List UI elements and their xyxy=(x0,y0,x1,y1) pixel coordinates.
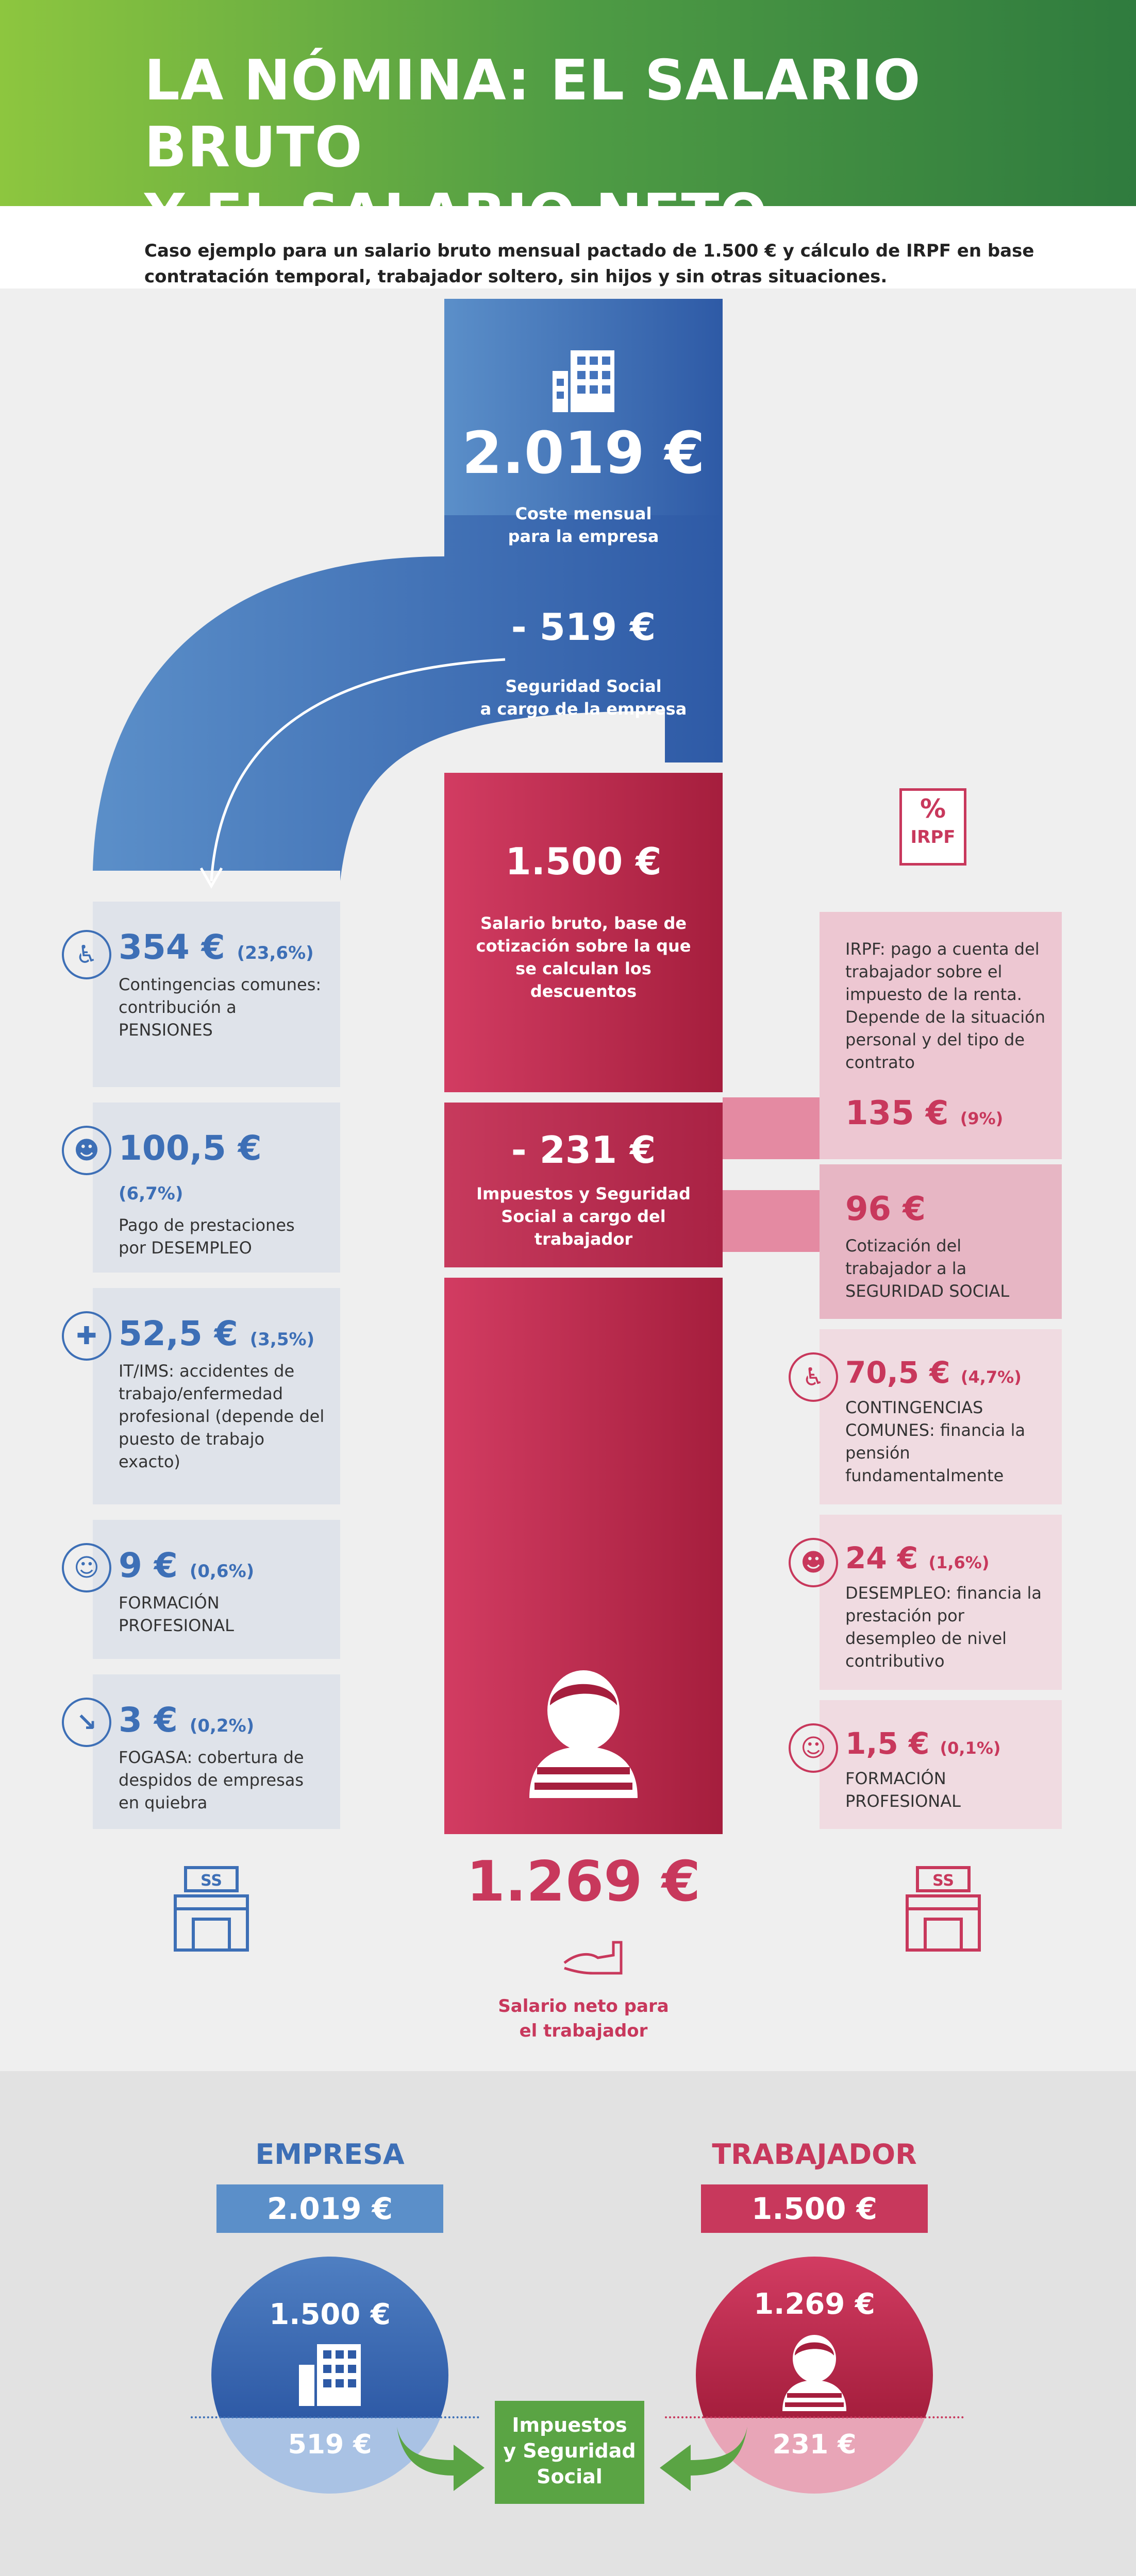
elderly-icon: ♿ xyxy=(789,1352,838,1402)
ss-building-icon-left xyxy=(170,1865,253,1953)
left-card-value: 100,5 € (6,7%) xyxy=(119,1128,262,1204)
left-card-it-ims xyxy=(76,1288,340,1504)
left-card-value: 354 € (23,6%) xyxy=(119,927,314,967)
irpf-badge-label: IRPF xyxy=(910,827,956,848)
chart-down-icon: ↘ xyxy=(62,1698,111,1747)
right-card-formacion: ☺ 1,5 € (0,1%) FORMACIÓN PROFESIONAL xyxy=(820,1700,1062,1829)
irpf-value: 135 € xyxy=(845,1094,949,1132)
neto-value: 1.269 € xyxy=(466,1850,701,1914)
empresa-total: 2.019 € xyxy=(216,2184,443,2233)
trabajador-total: 1.500 € xyxy=(701,2184,928,2233)
building-icon xyxy=(547,350,620,412)
left-card-value: 3 € (0,2%) xyxy=(119,1700,255,1740)
empresa-circle-bottom: 519 € xyxy=(288,2429,372,2460)
title-line-2: Y EL SALARIO NETO xyxy=(144,182,768,247)
empresa-circle-top: 1.500 € xyxy=(269,2298,391,2331)
left-card-text: FOGASA: cobertura de despidos de empresas en quiebra xyxy=(119,1748,304,1812)
left-card-formacion xyxy=(73,1520,340,1659)
descuento-label: Impuestos y Seguridad Social a cargo del trabajador xyxy=(476,1184,691,1249)
teacher-icon: ☺ xyxy=(62,1543,111,1592)
left-card-value: 52,5 € (3,5%) xyxy=(119,1314,315,1353)
coste-box xyxy=(444,319,723,546)
page-title xyxy=(144,47,1072,248)
coste-label-1: Coste mensual xyxy=(515,504,652,523)
neto-label xyxy=(444,1994,723,2043)
trabajador-circle-top: 1.269 € xyxy=(754,2287,875,2321)
right-card-text: CONTINGENCIAS COMUNES: financia la pensión fundamentalmente xyxy=(845,1398,1026,1485)
elderly-icon: ♿ xyxy=(62,930,111,979)
left-card-fogasa xyxy=(76,1674,340,1829)
people-icon: ☻ xyxy=(62,1126,111,1175)
title-line-1: LA NÓMINA: EL SALARIO BRUTO xyxy=(144,48,921,180)
arrow-right-icon xyxy=(392,2421,495,2494)
left-card-desempleo xyxy=(73,1103,340,1273)
svg-text:SS: SS xyxy=(201,1872,222,1890)
ss-empresa-value: - 519 € xyxy=(511,605,656,649)
right-card-text: FORMACIÓN PROFESIONAL xyxy=(845,1769,961,1811)
ss-empresa-label-1: Seguridad Social xyxy=(505,676,662,696)
left-card-text: IT/IMS: accidentes de trabajo/enfermedad profesional (depende del puesto de trabajo exacto) xyxy=(119,1361,325,1471)
injury-icon: ✚ xyxy=(62,1311,111,1361)
neto-label-1: Salario neto para xyxy=(498,1996,669,2016)
hand-icon xyxy=(562,1937,624,1978)
empresa-label: EMPRESA xyxy=(255,2138,405,2171)
bruto-value: 1.500 € xyxy=(505,840,662,883)
trabajador-circle-bottom: 231 € xyxy=(772,2429,857,2460)
left-card-text: Contingencias comunes: contribución a PENSIONES xyxy=(119,975,322,1040)
left-card-text: Pago de prestaciones por DESEMPLEO xyxy=(119,1215,295,1258)
right-card-desempleo: ☻ 24 € (1,6%) DESEMPLEO: financia la prestación por desempleo de nivel contributivo xyxy=(820,1515,1062,1690)
people-icon: ☻ xyxy=(789,1538,838,1587)
salario-bruto-box xyxy=(444,773,723,1092)
ss-worker-value: 96 € xyxy=(845,1190,926,1228)
right-card-contingencias: ♿ 70,5 € (4,7%) CONTINGENCIAS COMUNES: financia la pensión fundamentalmente xyxy=(820,1329,1062,1504)
irpf-badge xyxy=(899,788,966,866)
ss-worker-text: Cotización del trabajador a la SEGURIDAD SOCIAL xyxy=(845,1236,1010,1301)
worker-icon xyxy=(781,2334,848,2411)
irpf-pct: (9%) xyxy=(960,1109,1004,1128)
ss-building-icon-right xyxy=(902,1865,984,1953)
irpf-card xyxy=(820,912,1062,1159)
descuento-box xyxy=(444,1103,723,1267)
right-card-text: DESEMPLEO: financia la prestación por desempleo de nivel contributivo xyxy=(845,1583,1042,1671)
ss-worker-card xyxy=(820,1164,1062,1319)
connector-irpf xyxy=(723,1097,821,1159)
bruto-label: Salario bruto, base de cotización sobre la que se calculan los descuentos xyxy=(476,913,691,1001)
left-card-text: FORMACIÓN PROFESIONAL xyxy=(119,1593,234,1635)
trabajador-divider xyxy=(665,2416,964,2418)
empresa-divider xyxy=(191,2416,479,2418)
ss-empresa-label-2: a cargo de la empresa xyxy=(480,699,687,719)
irpf-text: IRPF: pago a cuenta del trabajador sobre el impuesto de la renta. Depende de la situación personal y del tipo de contrato xyxy=(845,939,1045,1072)
salario-neto-column xyxy=(444,1278,723,1834)
coste-value: 2.019 € xyxy=(462,420,705,487)
trabajador-label: TRABAJADOR xyxy=(712,2138,917,2171)
teacher-icon: ☺ xyxy=(789,1723,838,1773)
left-card-value: 9 € (0,6%) xyxy=(119,1546,255,1585)
coste-label xyxy=(444,502,723,548)
percent-icon: % xyxy=(920,794,946,824)
left-card-pensiones xyxy=(75,902,340,1087)
svg-text:SS: SS xyxy=(932,1872,954,1890)
arrow-left-icon xyxy=(649,2421,753,2494)
intro-text: Caso ejemplo para un salario bruto mensual pactado de 1.500 € y cálculo de IRPF en base contratación temporal, trabajador soltero, sin hijos y sin otras situaciones. xyxy=(144,241,1034,287)
descuento-value: - 231 € xyxy=(511,1128,656,1172)
connector-ss xyxy=(723,1190,821,1252)
impuestos-box: Impuestos y Seguridad Social xyxy=(495,2401,644,2504)
building-icon xyxy=(296,2344,363,2406)
neto-label-2: el trabajador xyxy=(519,2021,648,2041)
worker-icon xyxy=(527,1669,640,1798)
coste-label-2: para la empresa xyxy=(508,527,659,546)
ss-empresa-label xyxy=(444,675,723,720)
